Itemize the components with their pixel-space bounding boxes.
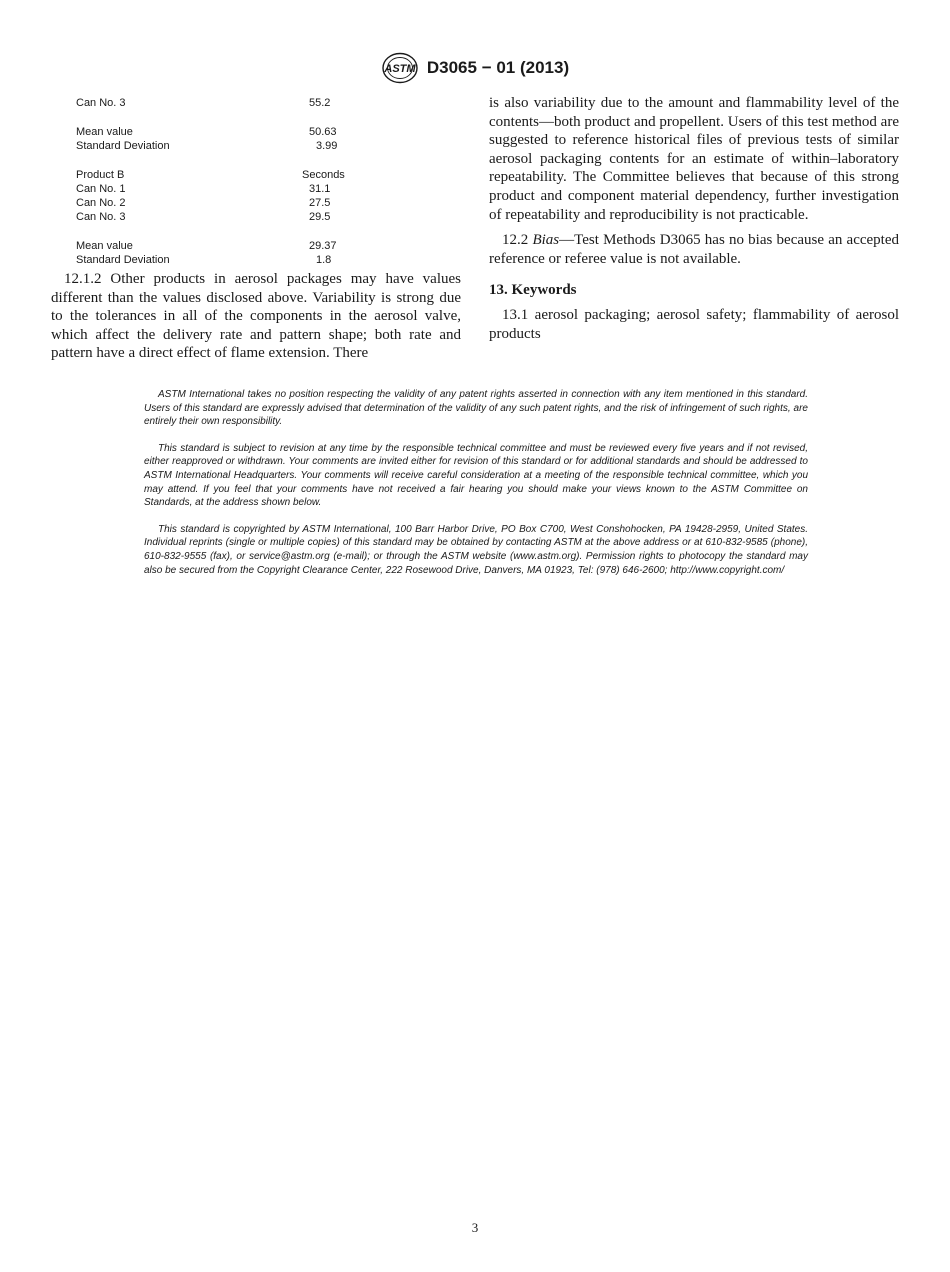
row-value: 27.5 — [309, 197, 331, 209]
row-value: 50.63 — [309, 126, 337, 138]
legal-notices — [144, 388, 808, 590]
left-column — [51, 96, 461, 363]
keywords-heading: 13. Keywords — [489, 282, 577, 299]
row-label: Standard Deviation — [76, 140, 170, 152]
row-label: Standard Deviation — [76, 254, 170, 266]
table-row — [76, 196, 461, 210]
section-number: 12.2 — [502, 232, 529, 249]
table-row — [76, 168, 461, 182]
row-label: Mean value — [76, 126, 133, 138]
row-value: 1.8 — [316, 254, 332, 266]
row-label: Can No. 3 — [76, 211, 126, 223]
row-label: Mean value — [76, 240, 133, 252]
row-value: 29.37 — [309, 240, 337, 252]
table-row — [76, 96, 461, 110]
row-label: Can No. 3 — [76, 97, 126, 109]
page-number: 3 — [471, 1220, 479, 1235]
patent-notice: ASTM International takes no position respecting the validity of any patent rights asserted in connection with any item mentioned in this standard. Users of this standard are expressly advised that determination of the validity of any such patent rights, and the risk of infringement of such rights, are entirely their own responsibility. — [144, 389, 808, 428]
right-column — [489, 94, 899, 344]
results-table — [76, 96, 461, 267]
table-row — [76, 210, 461, 224]
astm-logo-icon — [381, 52, 419, 84]
paragraph-12-1-2: 12.1.2 Other products in aerosol packages may have values different than the values disclosed above. Variability is strong due to the tolerances in all of the components in the aerosol valve, which affect the delivery rate and pattern shape; both rate and pattern have a direct effect of flame extension. There — [51, 271, 461, 362]
revision-notice: This standard is subject to revision at any time by the responsible technical committee and must be reviewed every five years and if not revised, either reapproved or withdrawn. Your comments are invited either for revision of this standard or for additional standards and should be addressed to ASTM International Headquarters. Your comments will receive careful consideration at a meeting of the responsible technical committee, which you may attend. If you feel that your comments have not received a fair hearing you should make your views known to the ASTM Committee on Standards, at the address shown below. — [144, 442, 808, 509]
table-row — [76, 125, 461, 139]
paragraph-continuation: is also variability due to the amount and flammability level of the contents—both product and propellent. Users of this test method are suggested to reference historical files of previous tests of similar aerosol packaging contents for an estimate of within–laboratory repeatability. The Committee believes that because of this strong product and component material dependency, further investigation of repeatability and reproducibility is not practicable. — [489, 95, 899, 223]
product-label: Product B — [76, 169, 125, 181]
logo-text: ASTM — [384, 63, 416, 75]
bias-text: —Test Methods D3065 has no bias because an accepted reference or referee value is not available. — [489, 232, 900, 267]
row-label: Can No. 1 — [76, 183, 126, 195]
row-value: 55.2 — [309, 97, 331, 109]
copyright-notice: This standard is copyrighted by ASTM International, 100 Barr Harbor Drive, PO Box C700, West Conshohocken, PA 19428-2959, United States. Individual reprints (single or multiple copies) of this standard may be obtained by contacting ASTM at the above address or at 610-832-9585 (phone), 610-832-9555 (fax), or service@astm.org (e-mail); or through the ASTM website (www.astm.org). Permission rights to photocopy the standard may also be secured from the Copyright Clearance Center, 222 Rosewood Drive, Danvers, MA 01923, Tel: (978) 646-2600; http://www.copyright.com/ — [144, 523, 808, 576]
table-row — [76, 139, 461, 153]
row-value: 29.5 — [309, 211, 331, 223]
bias-term: Bias — [532, 232, 560, 249]
paragraph-13-1: 13.1 aerosol packaging; aerosol safety; flammability of aerosol products — [489, 307, 899, 342]
page-header — [0, 52, 950, 84]
table-row — [76, 239, 461, 253]
unit-label: Seconds — [302, 169, 345, 181]
row-value: 3.99 — [316, 140, 338, 152]
row-value: 31.1 — [309, 183, 331, 195]
document-designation: D3065 − 01 (2013) — [426, 58, 570, 77]
row-label: Can No. 2 — [76, 197, 126, 209]
paragraph-12-2 — [489, 231, 899, 268]
table-row — [76, 253, 461, 267]
table-row — [76, 182, 461, 196]
